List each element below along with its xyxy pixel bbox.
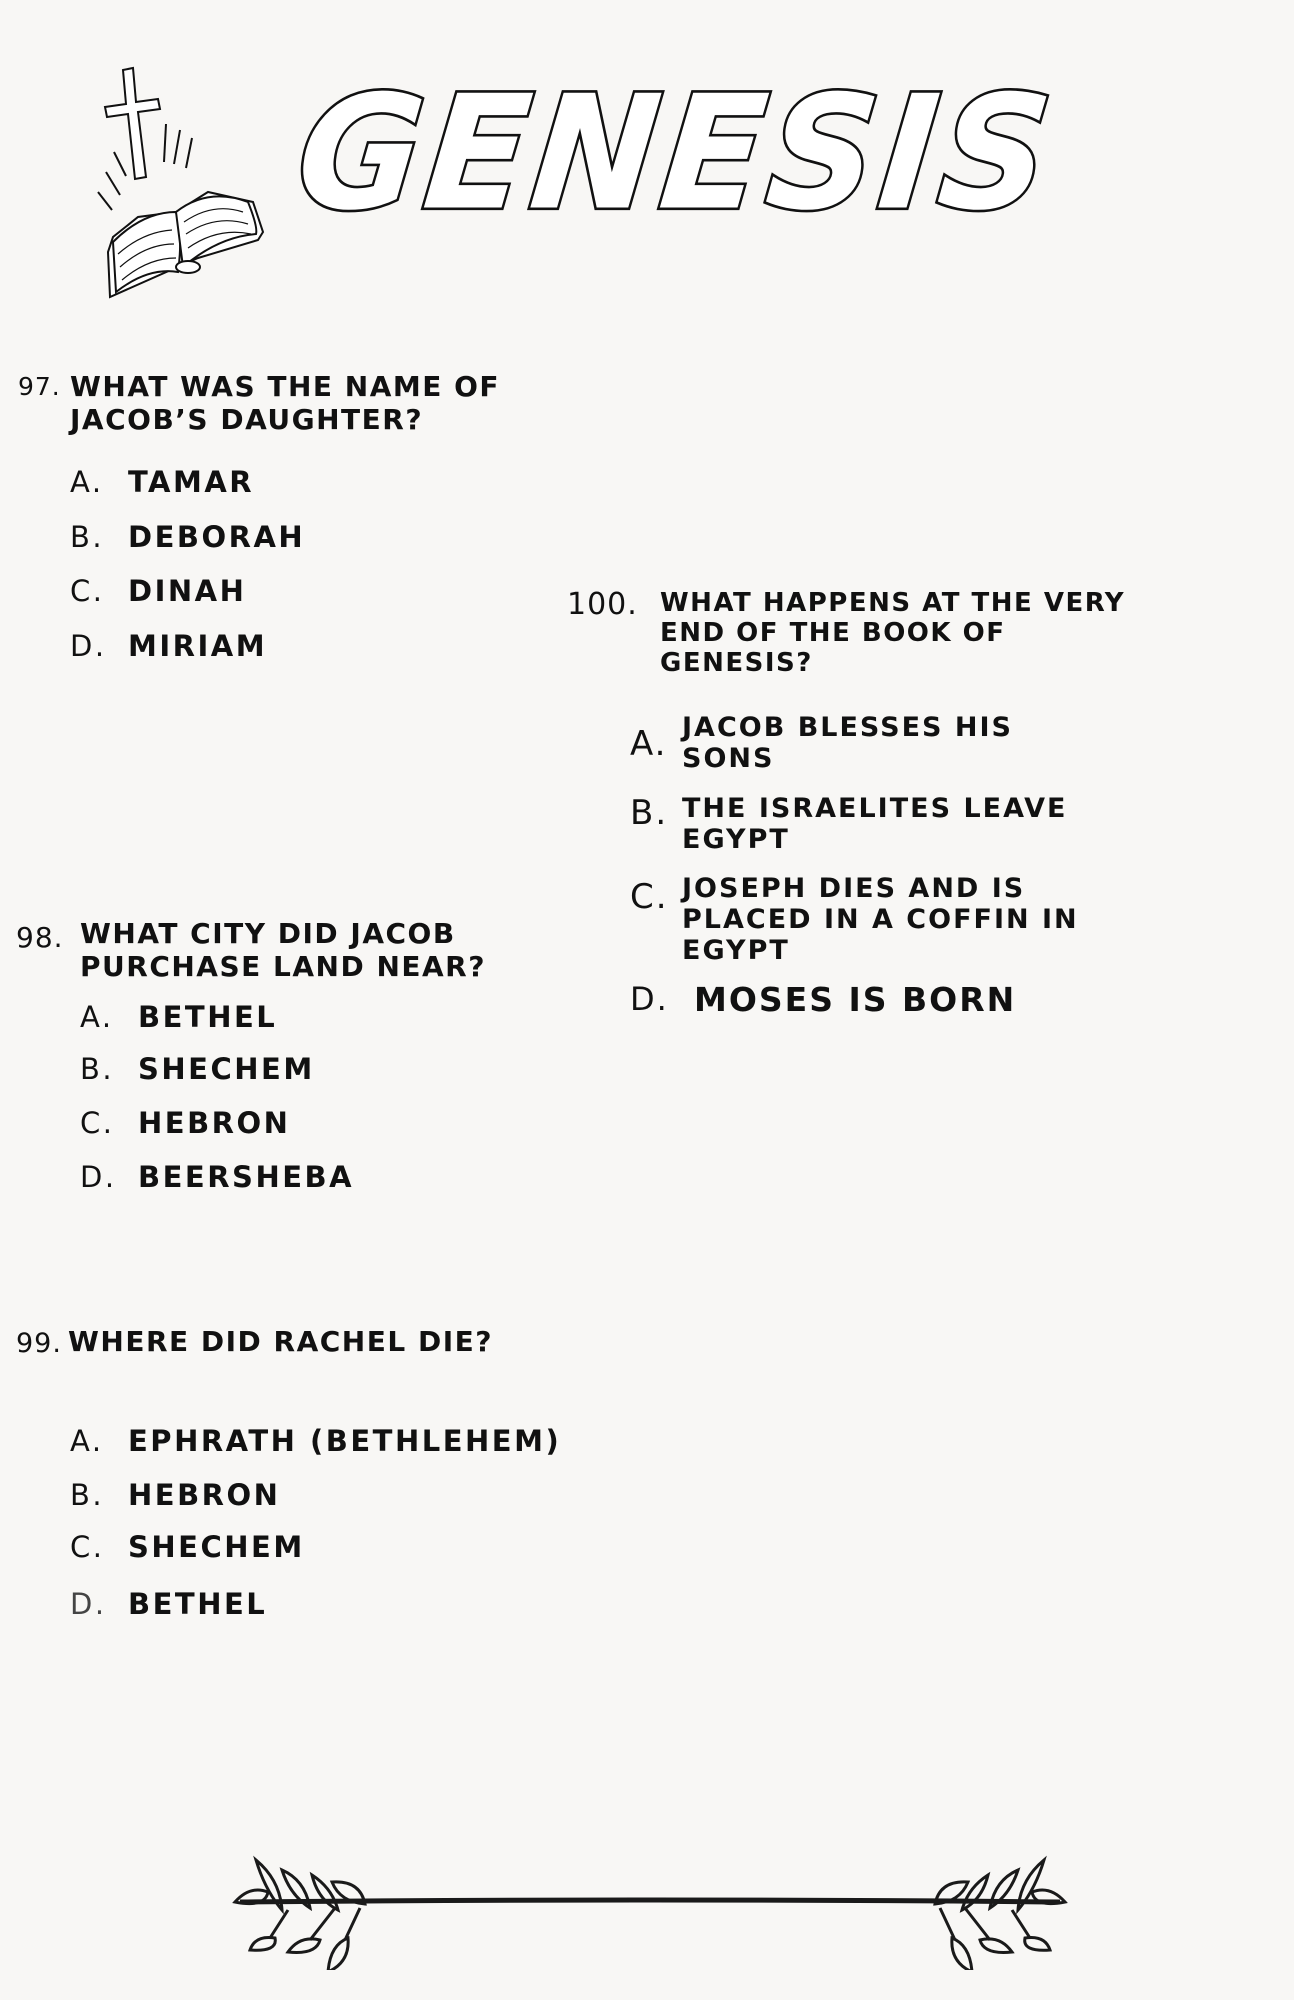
option-98-c[interactable]	[80, 1106, 290, 1140]
question-text-line: JACOB’S DAUGHTER?	[70, 403, 424, 436]
option-letter: C.	[70, 574, 105, 608]
option-text-line: SONS	[682, 743, 775, 774]
option-text: HEBRON	[128, 1478, 281, 1512]
option-letter: D.	[70, 629, 107, 663]
question-text-line: WHAT CITY DID JACOB	[80, 917, 456, 950]
question-number: 97.	[18, 372, 61, 401]
question-text-line: WHAT WAS THE NAME OF	[70, 370, 501, 403]
option-99-a[interactable]	[70, 1424, 561, 1458]
question-100	[567, 588, 1207, 688]
option-letter: A.	[80, 1000, 114, 1034]
option-text-line: THE ISRAELITES LEAVE	[682, 793, 1068, 824]
option-letter: C.	[70, 1530, 105, 1564]
option-letter: D.	[80, 1160, 117, 1194]
question-text-line: PURCHASE LAND NEAR?	[80, 950, 486, 983]
question-text-line: END OF THE BOOK OF	[660, 618, 1006, 648]
option-97-b[interactable]	[70, 520, 305, 554]
option-letter: B.	[70, 520, 105, 554]
option-98-d[interactable]	[80, 1160, 354, 1194]
question-text-line: GENESIS?	[660, 648, 813, 678]
option-letter: C.	[80, 1106, 115, 1140]
option-99-d[interactable]	[70, 1587, 267, 1621]
option-letter: B.	[80, 1052, 115, 1086]
question-text-line: WHAT HAPPENS AT THE VERY	[660, 588, 1126, 618]
option-text-line: MOSES IS BORN	[694, 980, 1017, 1019]
option-letter: D.	[630, 980, 669, 1018]
option-100-b[interactable]	[630, 793, 1190, 859]
option-text: MIRIAM	[128, 629, 268, 663]
option-text: DINAH	[128, 574, 247, 608]
option-letter: D.	[70, 1587, 107, 1621]
option-text: BEERSHEBA	[138, 1160, 355, 1194]
option-text: TAMAR	[128, 465, 255, 499]
option-text: HEBRON	[138, 1106, 291, 1140]
question-98	[16, 917, 596, 997]
option-letter: B.	[70, 1478, 105, 1512]
option-text-line: EGYPT	[682, 935, 790, 966]
option-text: BETHEL	[138, 1000, 278, 1034]
option-100-a[interactable]	[630, 712, 1190, 778]
option-letter: A.	[70, 465, 104, 499]
option-letter: A.	[630, 724, 668, 764]
leafy-vine-divider-icon	[220, 1840, 1080, 1970]
right-branch-leaves	[935, 1860, 1065, 1970]
option-text-line: JACOB BLESSES HIS	[682, 712, 1013, 743]
cross-icon	[105, 68, 160, 179]
question-99	[16, 1325, 616, 1365]
cross-and-bible-icon	[88, 62, 293, 302]
option-98-a[interactable]	[80, 1000, 277, 1034]
left-branch-leaves	[235, 1860, 365, 1970]
question-text-line: WHERE DID RACHEL DIE?	[68, 1325, 493, 1358]
question-number: 100.	[567, 587, 638, 622]
option-text: EPHRATH (BETHLEHEM)	[128, 1424, 562, 1458]
option-99-b[interactable]	[70, 1478, 280, 1512]
option-letter: A.	[70, 1424, 104, 1458]
option-99-c[interactable]	[70, 1530, 305, 1564]
option-text: DEBORAH	[128, 520, 306, 554]
page-title: GENESIS	[289, 62, 1063, 246]
option-98-b[interactable]	[80, 1052, 315, 1086]
option-text-line: JOSEPH DIES AND IS	[682, 873, 1026, 904]
option-letter: B.	[630, 793, 669, 833]
option-text: BETHEL	[128, 1587, 268, 1621]
open-bible-icon	[108, 192, 263, 297]
option-text-line: PLACED IN A COFFIN IN	[682, 904, 1079, 935]
option-text: SHECHEM	[128, 1530, 305, 1564]
option-97-a[interactable]	[70, 465, 254, 499]
option-100-d[interactable]	[630, 980, 1190, 1024]
question-number: 98.	[16, 921, 64, 954]
option-text-line: EGYPT	[682, 824, 790, 855]
option-letter: C.	[630, 877, 669, 917]
option-97-c[interactable]	[70, 574, 246, 608]
question-number: 99.	[16, 1328, 62, 1359]
option-97-d[interactable]	[70, 629, 267, 663]
option-100-c[interactable]	[630, 873, 1190, 969]
option-text: SHECHEM	[138, 1052, 315, 1086]
